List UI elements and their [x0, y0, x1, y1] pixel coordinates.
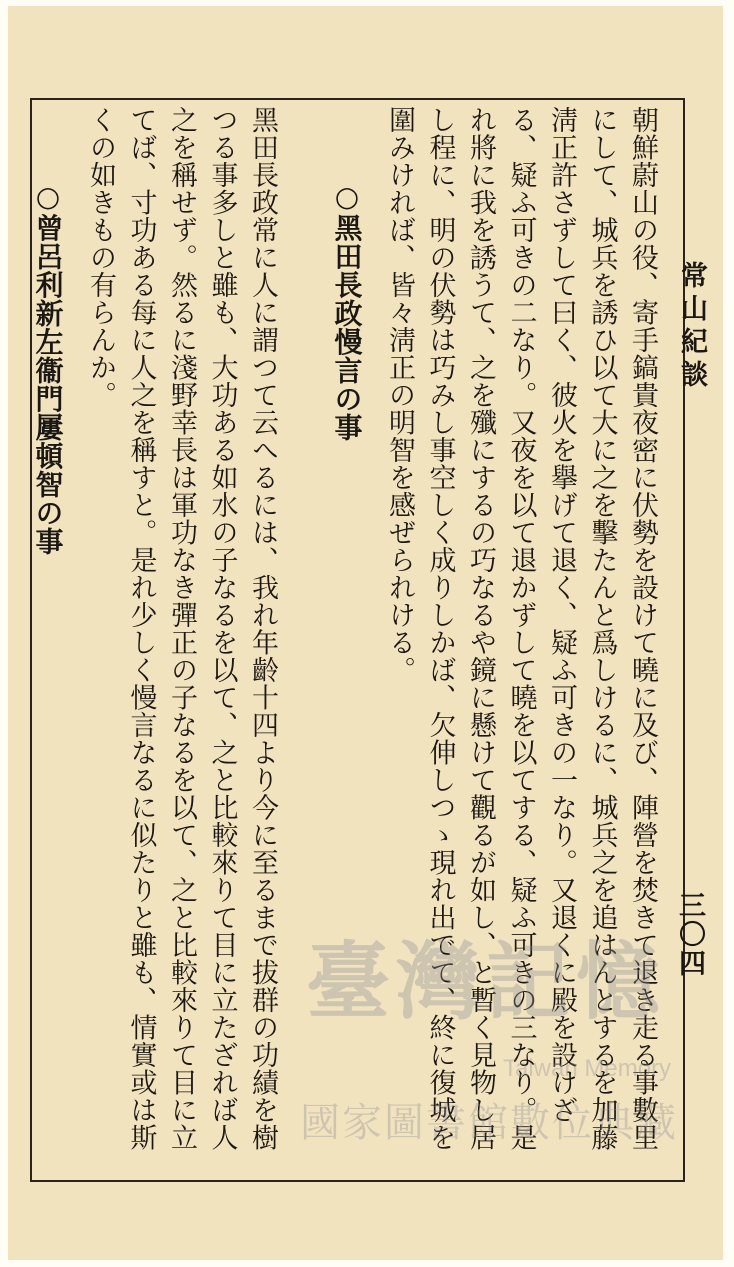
watermark-sub: 國家圖書館數位典藏 — [300, 1100, 678, 1146]
heading-kuroda-nagamasa: ○黑田長政慢言の事 — [330, 180, 364, 442]
book-title: 常山紀談 — [676, 261, 707, 393]
page-number: 三〇四 — [674, 891, 705, 978]
paragraph-kuroda-nagamasa: 黑田長政常に人に謂つて云へるには、我れ年齡十四より今に至るまで拔群の功績を樹つる事多しと雖も、大功ある如水の子なるを以て、之と比較來りて目に立たざれば人之を稱せず。然るに淺野幸長は軍功なき彈正の子なるを以て、之と比較來りて目に立てば、寸功ある每に人之を稱すと。是れ少しく慢言なるに似たりと雖も、情實或は斯くの如きもの有らんか。 — [85, 106, 278, 1151]
paragraph-ulsan-campaign: 朝鮮蔚山の役、寄手鎬貴夜密に伏勢を設けて曉に及び、陣營を焚きて退き走る事數里にして、城兵を誘ひ以て大に之を擊たんと爲しけるに、城兵之を追はんとするを加藤淸正許さずして曰く、彼火を擧げて退く、疑ふ可きの一なり。又退くに殿を設けざる、疑ふ可きの二なり。又夜を以て退かずして曉を以てする、疑ふ可きの三なり。是れ將に我を誘うて、之を殲にするの巧なるや鏡に懸けて觀るが如し、と暫く見物し居し程に、明の伏勢は巧みし事空しく成りしかば、欠伸しつゝ現れ出でて、終に復城を圍みければ、皆々淸正の明智を感ぜられける。 — [384, 106, 658, 1151]
heading-sorori-shinzaemon: ○曾呂利新左衞門屢頓智の事 — [31, 180, 65, 556]
watermark-english: Taiwan Memory — [503, 1055, 672, 1082]
vertical-body-text — [31, 106, 662, 1166]
watermark-main: 臺灣記憶 — [306, 932, 667, 1031]
